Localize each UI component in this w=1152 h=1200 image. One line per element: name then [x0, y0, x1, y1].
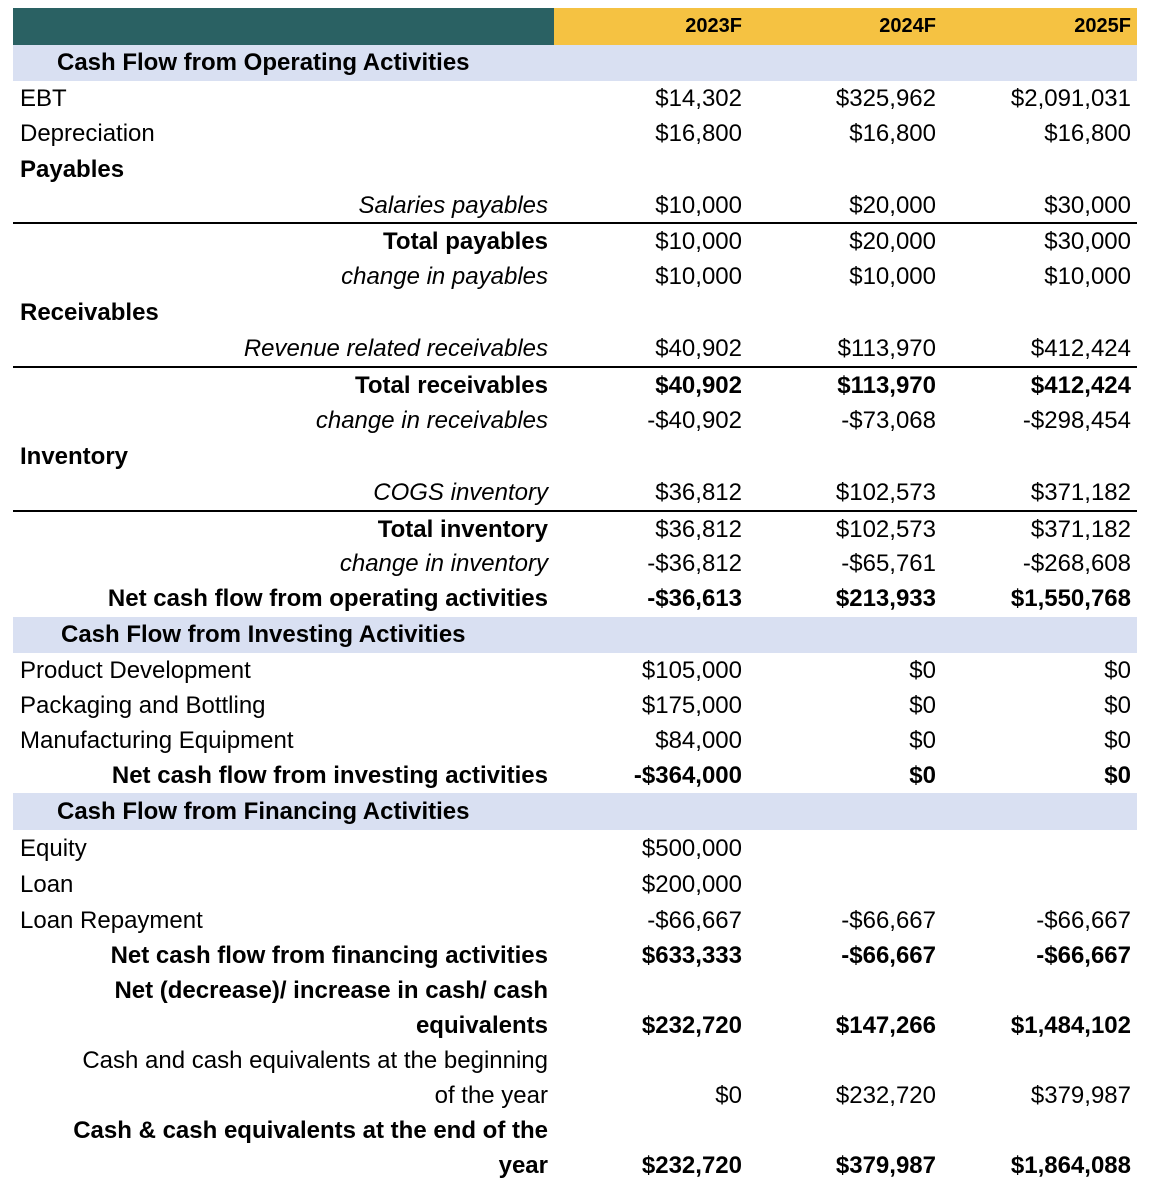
- cell-2025: $1,864,088: [1010, 1151, 1131, 1179]
- cell-2023: -$40,902: [647, 406, 742, 434]
- cell-2023: -$36,812: [647, 550, 742, 577]
- table-row: [13, 903, 1137, 938]
- table-row: [13, 259, 1137, 294]
- table-row: [13, 403, 1137, 438]
- table-row: [13, 653, 1137, 688]
- table-row: [13, 151, 1137, 189]
- cell-2024: $113,970: [837, 335, 936, 362]
- cell-2024: $379,987: [835, 1151, 936, 1179]
- financing-section-title: Cash Flow from Financing Activities: [57, 797, 470, 825]
- cell-2024: $16,800: [849, 119, 936, 147]
- cell-2025: $371,182: [1030, 515, 1131, 543]
- cell-2025: [943, 831, 1131, 867]
- cell-2024: -$66,667: [841, 906, 936, 934]
- row-label: EBT: [20, 84, 67, 112]
- year-header-2025: 2025F: [1074, 15, 1131, 37]
- cell-2024: $0: [909, 656, 936, 684]
- cell-2023: -$66,667: [647, 906, 742, 934]
- cell-2024: $0: [909, 691, 936, 719]
- cell-2025: $412,424: [1030, 371, 1131, 399]
- cell-2025: $10,000: [1044, 262, 1131, 290]
- cell-2023: $105,000: [641, 656, 742, 684]
- table-row: [13, 581, 1137, 617]
- group-heading-inventory: Inventory: [20, 443, 129, 470]
- cell-2024: [748, 831, 936, 867]
- investing-section-title: Cash Flow from Investing Activities: [61, 621, 466, 648]
- cell-2025: $16,800: [1044, 119, 1131, 147]
- table-row: [13, 332, 1137, 366]
- cell-2025: $0: [1104, 726, 1131, 754]
- cell-2025: -$268,608: [1022, 550, 1131, 577]
- cell-2024: $232,720: [835, 1081, 936, 1109]
- cell-2025: $30,000: [1044, 227, 1131, 255]
- cell-2024: $102,573: [835, 479, 936, 506]
- cell-2023: $500,000: [641, 835, 742, 862]
- cell-2025: $0: [1104, 691, 1131, 719]
- operating-section-header: [13, 45, 1137, 81]
- investing-section-header: [13, 617, 1137, 653]
- row-label: Equity: [20, 835, 87, 862]
- table-row: [13, 867, 1137, 903]
- row-label: Total inventory: [377, 515, 548, 543]
- table-row: [13, 476, 1137, 510]
- header-label-cell: [13, 8, 554, 45]
- row-label: Packaging and Bottling: [20, 691, 266, 719]
- row-label: Manufacturing Equipment: [20, 726, 294, 754]
- cell-2025: $379,987: [1030, 1081, 1131, 1109]
- row-label: [13, 1043, 548, 1113]
- table-row: [13, 368, 1137, 403]
- cell-2024: $20,000: [849, 191, 936, 219]
- group-heading-payables: Payables: [20, 156, 125, 183]
- row-label: Revenue related receivables: [243, 335, 548, 362]
- table-row: [13, 512, 1137, 547]
- table-row: [13, 973, 1137, 1043]
- cell-2023: $200,000: [641, 871, 742, 898]
- cell-2023: $10,000: [655, 227, 742, 255]
- cell-2025: $1,550,768: [1010, 585, 1131, 612]
- table-row: [13, 831, 1137, 867]
- cell-2023: $10,000: [655, 191, 742, 219]
- cell-2023: $40,902: [655, 371, 742, 399]
- cell-2023: $36,812: [655, 479, 742, 506]
- table-row: [13, 723, 1137, 758]
- cell-2025: -$66,667: [1036, 906, 1131, 934]
- cell-2023: -$364,000: [633, 761, 742, 789]
- table-row: [13, 224, 1137, 259]
- row-label: Net cash flow from financing activities: [110, 941, 548, 969]
- cell-2025: $30,000: [1044, 191, 1131, 219]
- cell-2024: $147,266: [835, 1011, 936, 1039]
- cell-2025: $371,182: [1030, 479, 1131, 506]
- cell-2023: $84,000: [655, 726, 742, 754]
- row-label: Total receivables: [355, 371, 548, 399]
- row-label: Salaries payables: [358, 191, 548, 219]
- table-row: [13, 1113, 1137, 1183]
- row-label: change in payables: [341, 262, 548, 290]
- row-label-line1: Cash and cash equivalents at the beginning: [82, 1047, 548, 1074]
- cell-2024: $0: [909, 726, 936, 754]
- row-label: Product Development: [20, 656, 251, 684]
- cell-2024: $113,970: [837, 371, 936, 399]
- cell-2025: [943, 867, 1131, 903]
- table-row: [13, 938, 1137, 973]
- cell-2025: $0: [1104, 761, 1131, 789]
- row-label: [13, 1113, 548, 1183]
- year-header-row: [13, 8, 1137, 45]
- cell-2025: $2,091,031: [1010, 84, 1131, 112]
- row-label: Net cash flow from operating activities: [107, 585, 548, 612]
- cell-2025: $412,424: [1030, 335, 1131, 362]
- table-row: [13, 688, 1137, 723]
- row-label: change in receivables: [315, 406, 548, 434]
- row-label-line1: Net (decrease)/ increase in cash/ cash: [114, 977, 548, 1004]
- year-header-2024: 2024F: [879, 15, 936, 37]
- table-row: [13, 116, 1137, 151]
- row-label: change in inventory: [339, 550, 548, 577]
- cell-2023: $16,800: [655, 119, 742, 147]
- table-row: [13, 81, 1137, 116]
- cell-2023: $0: [715, 1081, 742, 1109]
- cell-2023: $232,720: [641, 1151, 742, 1179]
- cell-2024: $10,000: [849, 262, 936, 290]
- cell-2024: $213,933: [835, 585, 936, 612]
- cell-2025: $1,484,102: [1010, 1011, 1131, 1039]
- table-row: [13, 1043, 1137, 1113]
- row-label: COGS inventory: [373, 479, 548, 506]
- table-row: [13, 294, 1137, 332]
- row-label: [13, 973, 548, 1043]
- cell-2024: [748, 867, 936, 903]
- table-row: [13, 758, 1137, 793]
- cell-2024: -$65,761: [841, 550, 936, 577]
- table-row: [13, 438, 1137, 476]
- row-label: Total payables: [383, 227, 548, 255]
- cell-2024: $325,962: [835, 84, 936, 112]
- row-label: Depreciation: [20, 119, 155, 147]
- cell-2023: $633,333: [641, 941, 742, 969]
- row-label: Loan Repayment: [20, 906, 203, 934]
- cell-2024: $20,000: [849, 227, 936, 255]
- cell-2025: $0: [1104, 656, 1131, 684]
- cell-2024: $0: [909, 761, 936, 789]
- cell-2023: $232,720: [641, 1011, 742, 1039]
- cell-2023: $14,302: [655, 84, 742, 112]
- cell-2024: -$66,667: [841, 941, 936, 969]
- operating-section-title: Cash Flow from Operating Activities: [57, 49, 470, 76]
- financing-section-header: [13, 793, 1137, 830]
- row-label: Loan: [20, 871, 74, 898]
- table-row: [13, 189, 1137, 222]
- cell-2025: -$66,667: [1036, 941, 1131, 969]
- row-label-line2: equivalents: [415, 1012, 548, 1039]
- cell-2023: $175,000: [641, 691, 742, 719]
- cell-2023: $36,812: [655, 515, 742, 543]
- cell-2024: -$73,068: [841, 406, 936, 434]
- group-heading-receivables: Receivables: [20, 299, 159, 326]
- table-row: [13, 547, 1137, 581]
- row-label-line1: Cash & cash equivalents at the end of the: [73, 1117, 548, 1144]
- cell-2025: -$298,454: [1022, 406, 1131, 434]
- cell-2023: $40,902: [655, 335, 742, 362]
- cell-2023: -$36,613: [647, 585, 742, 612]
- row-label-line2: of the year: [434, 1082, 548, 1109]
- cell-2024: $102,573: [835, 515, 936, 543]
- row-label: Net cash flow from investing activities: [111, 761, 548, 789]
- year-header-2023: 2023F: [685, 15, 742, 37]
- cell-2023: $10,000: [655, 262, 742, 290]
- row-label-line2: year: [498, 1152, 548, 1179]
